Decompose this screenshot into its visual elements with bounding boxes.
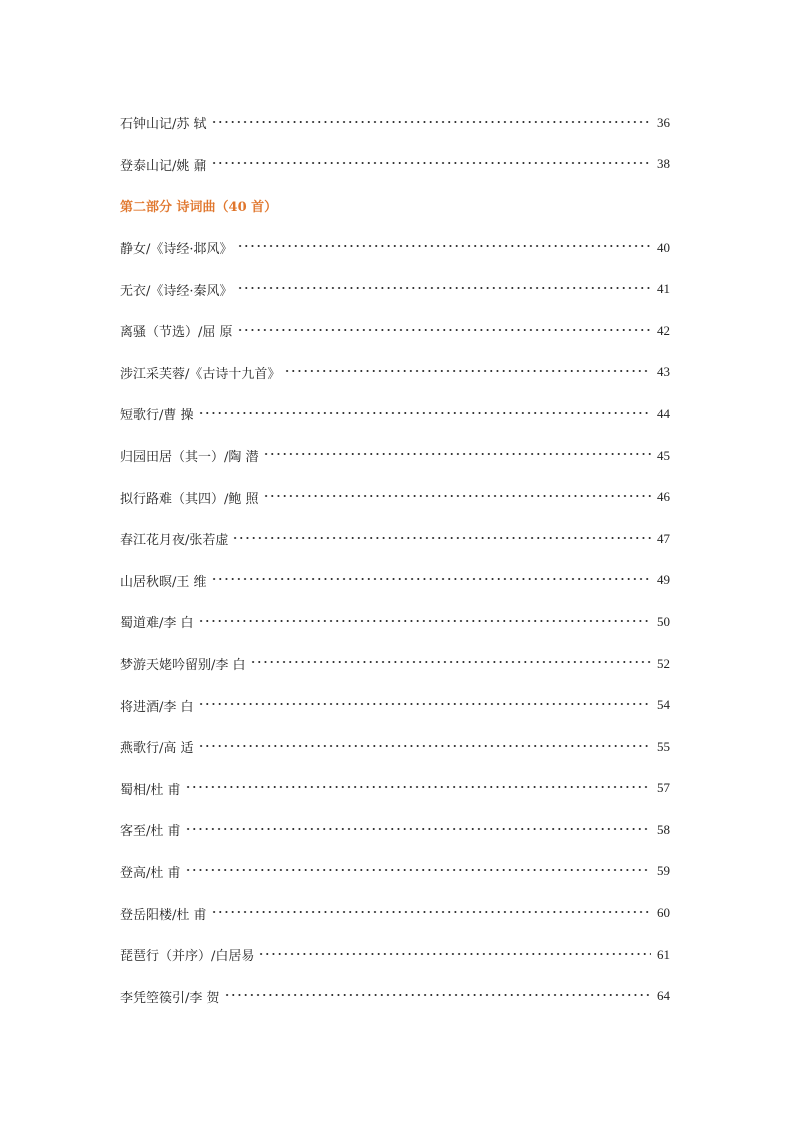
toc-entry[interactable] — [120, 560, 670, 602]
section-heading-title: 第二部分 诗词曲（40 首） — [120, 200, 278, 216]
toc-entry-title: 梦游天姥吟留别/李 白 — [120, 658, 246, 674]
toc-entry-title: 客至/杜 甫 — [120, 824, 181, 840]
toc-entry-page: 43 — [657, 364, 670, 380]
toc-entry-title: 山居秋暝/王 维 — [120, 574, 207, 590]
dot-leader — [211, 906, 651, 919]
toc-entry-page: 40 — [657, 239, 670, 255]
toc-entry-title: 涉江采芙蓉/《古诗十九首》 — [120, 366, 281, 382]
toc-entry[interactable] — [120, 476, 670, 518]
toc-entry-title: 登高/杜 甫 — [120, 865, 181, 881]
toc-entry-title: 无衣/《诗经·秦风》 — [120, 283, 233, 299]
toc-entry[interactable] — [120, 102, 670, 144]
toc-entry-page: 61 — [657, 946, 670, 962]
toc-entry-title: 春江花月夜/张若虚 — [120, 533, 229, 549]
toc-entry[interactable] — [120, 268, 670, 310]
dot-leader — [237, 282, 651, 295]
dot-leader — [185, 822, 651, 835]
toc-entry-title: 归园田居（其一）/陶 潜 — [120, 450, 259, 466]
toc-entry[interactable] — [120, 310, 670, 352]
dot-leader — [198, 739, 651, 752]
toc-entry[interactable] — [120, 851, 670, 893]
toc-entry[interactable] — [120, 518, 670, 560]
toc-entry-page: 45 — [657, 447, 670, 463]
dot-leader — [237, 323, 651, 336]
toc-entry-title: 琵琶行（并序）/白居易 — [120, 949, 255, 965]
toc-entry-title: 静女/《诗经·邶风》 — [120, 242, 233, 258]
toc-entry-title: 石钟山记/苏 轼 — [120, 117, 207, 133]
toc-entry-title: 蜀道难/李 白 — [120, 616, 194, 632]
toc-entry[interactable] — [120, 601, 670, 643]
toc-entry[interactable] — [120, 227, 670, 269]
toc-entry-page: 57 — [657, 780, 670, 796]
toc-entry-title: 蜀相/杜 甫 — [120, 782, 181, 798]
toc-entry-page: 46 — [657, 489, 670, 505]
table-of-contents — [120, 102, 670, 1017]
toc-entry-page: 60 — [657, 905, 670, 921]
toc-entry-page: 50 — [657, 613, 670, 629]
dot-leader — [211, 115, 651, 128]
toc-entry[interactable] — [120, 934, 670, 976]
dot-leader — [185, 781, 651, 794]
toc-entry-page: 49 — [657, 572, 670, 588]
dot-leader — [211, 573, 651, 586]
dot-leader — [250, 656, 651, 669]
toc-entry-page: 52 — [657, 655, 670, 671]
toc-entry[interactable] — [120, 643, 670, 685]
toc-entry-page: 42 — [657, 322, 670, 338]
toc-entry[interactable] — [120, 975, 670, 1017]
toc-entry-page: 54 — [657, 697, 670, 713]
toc-entry-page: 64 — [657, 988, 670, 1004]
toc-entry[interactable] — [120, 768, 670, 810]
dot-leader — [237, 240, 651, 253]
toc-entry[interactable] — [120, 892, 670, 934]
toc-entry[interactable] — [120, 684, 670, 726]
dot-leader — [224, 989, 651, 1002]
dot-leader — [198, 698, 651, 711]
toc-entry-page: 36 — [657, 114, 670, 130]
toc-entry-page: 41 — [657, 281, 670, 297]
toc-entry-title: 离骚（节选）/屈 原 — [120, 325, 233, 341]
dot-leader — [284, 365, 651, 378]
toc-entry-title: 拟行路难（其四）/鲍 照 — [120, 491, 259, 507]
toc-entry-title: 李凭箜篌引/李 贺 — [120, 990, 220, 1006]
toc-entry-title: 登泰山记/姚 鼐 — [120, 158, 207, 174]
dot-leader — [263, 490, 651, 503]
toc-entry-page: 38 — [657, 156, 670, 172]
toc-entry-page: 44 — [657, 405, 670, 421]
toc-entry-title: 将进酒/李 白 — [120, 699, 194, 715]
toc-entry[interactable] — [120, 144, 670, 186]
dot-leader — [198, 406, 651, 419]
toc-section-heading — [120, 185, 670, 227]
toc-entry-page: 58 — [657, 821, 670, 837]
toc-entry-title: 燕歌行/高 适 — [120, 741, 194, 757]
dot-leader — [211, 157, 651, 170]
toc-entry-title: 登岳阳楼/杜 甫 — [120, 907, 207, 923]
toc-entry-title: 短歌行/曹 操 — [120, 408, 194, 424]
dot-leader — [258, 947, 651, 960]
toc-entry[interactable] — [120, 352, 670, 394]
toc-entry[interactable] — [120, 809, 670, 851]
toc-entry-page: 47 — [657, 530, 670, 546]
toc-entry[interactable] — [120, 435, 670, 477]
dot-leader — [185, 864, 651, 877]
toc-entry[interactable] — [120, 393, 670, 435]
toc-entry-page: 55 — [657, 738, 670, 754]
toc-entry[interactable] — [120, 726, 670, 768]
toc-entry-page: 59 — [657, 863, 670, 879]
dot-leader — [232, 531, 651, 544]
dot-leader — [198, 614, 651, 627]
dot-leader — [263, 448, 651, 461]
